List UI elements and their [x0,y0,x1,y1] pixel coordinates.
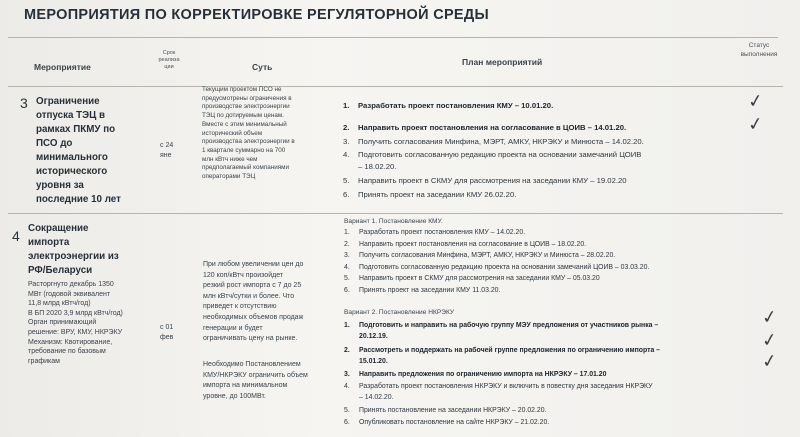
status-check-icon: ✓ [760,329,779,351]
essence-text: Текущим проектом ПСО не предусмотрены ограничения в производстве электроэнергии ТЭЦ по дотируемым ценам. Вместе с этим минимальный исторический объем производства электроэнергии в 1 квартале суммарно на 700 млн кВтч ниже чем предполагаемый компаниями операторами ТЭЦ [202,86,295,181]
header-deadline: Срок реализа ции [158,50,180,70]
essence-text: При любом увеличении цен до 120 коп/кВтч произойдет резкий рост импорта с 7 до 25 млн кВтч/сутки и более. Что приведет к отсутствию необходимых объемов продаж генерации и будет ограничивать цену на рынке. [203,261,304,343]
measure-title: Ограничение отпуска ТЭЦ в рамках ПКМУ по ПСО до минимального исторического уровня за последние 10 лет [36,96,121,205]
plan-item: 2. Рассмотреть и поддержать на рабочей группе предложения по ограничению импорта – [344,347,661,354]
plan-item: 5. Направить проект в СКМУ для рассмотрения на заседании КМУ – 05.03.20 [344,275,600,282]
essence-text: Необходимо Постановлением КМУ/НКРЭКУ ограничить объем импорта на минимальном уровне, до 100МВт. [203,361,308,400]
plan-item: – 14.02.20. [359,394,394,401]
plan-item: 4. Разработать проект постановления НКРЭКУ и включить в повестку дня заседания НКРЭКУ [344,383,653,390]
plan-item: 6. Принять проект на заседании КМУ 26.02.20. [343,190,517,199]
plan-item: 4. Подготовить согласованную редакцию проекта на основании замечаний ЦОИВ [343,150,642,159]
plan-item: 1. Разработать проект постановления КМУ – 10.01.20. [343,101,554,110]
plan-item: 5. Направить проект в СКМУ для рассмотрения на заседании КМУ – 19.02.20 [343,176,627,185]
row-number: 4 [12,228,20,244]
plan-item: 3. Направить предложения по ограничению импорта на НКРЭКУ – 17.01.20 [344,371,607,378]
measure-note: Расторгнуто декабрь 1350 МВт (годовой эквивалент 11,8 млрд кВтч/год) В БП 2020 3,9 млрд кВтч/год) Орган принимающий решение: ВРУ, КМУ, НКРЭКУ Механизм: Квотирование, требование по базовым графикам [28,281,123,365]
plan-list [344,229,744,301]
plan-item: 2. Направить проект постановления на согласование в ЦОИВ – 18.02.20. [344,240,587,248]
plan-item: 4. Подготовить согласованную редакцию проекта на основании замечаний ЦОИВ – 03.03.20. [344,263,650,271]
header-measure: Мероприятие [34,62,91,72]
row-separator [8,213,783,214]
plan-item: 1. Разработать проект постановления КМУ – 14.02.20. [344,229,526,236]
header-status: Статус выполнения [740,42,778,58]
status-check-icon: ✓ [760,306,779,328]
header-bottom-rule [8,86,783,87]
plan-item: 6. Опубликовать постановление на сайте НКРЭКУ – 21.02.20. [344,419,550,426]
measure-title: Сокращение импорта электроэнергии из РФ/Беларуси [28,223,119,276]
plan-item: 1. Подготовить и направить на рабочую группу МЭУ предложения от участников рынка – [344,322,659,329]
row-number: 3 [20,95,28,111]
plan-item: 5. Принять постановление на заседании НКРЭКУ – 20.02.20. [344,407,547,414]
plan-item: 15.01.20. [359,358,388,365]
status-check-icon: ✓ [746,90,765,112]
status-check-icon: ✓ [760,350,779,372]
plan-item: 6. Принять проект на заседании КМУ 11.03.20. [344,286,501,294]
header-essence: Суть [252,62,273,72]
plan-item: 3. Получить согласования Минфина, МЭРТ, АМКУ, НКРЭКУ и Минюста – 14.02.20. [343,137,644,146]
header-top-rule [8,37,778,38]
status-check-icon: ✓ [746,113,765,135]
deadline-value: с 24 яне [160,142,174,159]
plan-item: – 18.02.20. [358,162,397,171]
plan-list [344,320,749,434]
plan-list [343,94,723,202]
variant-heading: Вариант 1. Постановление КМУ. [344,218,443,225]
variant-heading: Вариант 2. Постановление НКРЭКУ [344,309,455,316]
page-title: МЕРОПРИЯТИЯ ПО КОРРЕКТИРОВКЕ РЕГУЛЯТОРНОЙ СРЕДЫ [24,7,490,23]
plan-item: 2. Направить проект постановления на согласование в ЦОИВ – 14.01.20. [343,123,627,132]
plan-item: 20.12.19. [359,333,388,340]
header-plan: План мероприятий [462,57,543,67]
deadline-value: с 01 фев [160,324,174,341]
plan-item: 3. Получить согласования Минфина, МЭРТ, АМКУ, НКРЭКУ и Минюста – 28.02.20. [344,252,616,259]
